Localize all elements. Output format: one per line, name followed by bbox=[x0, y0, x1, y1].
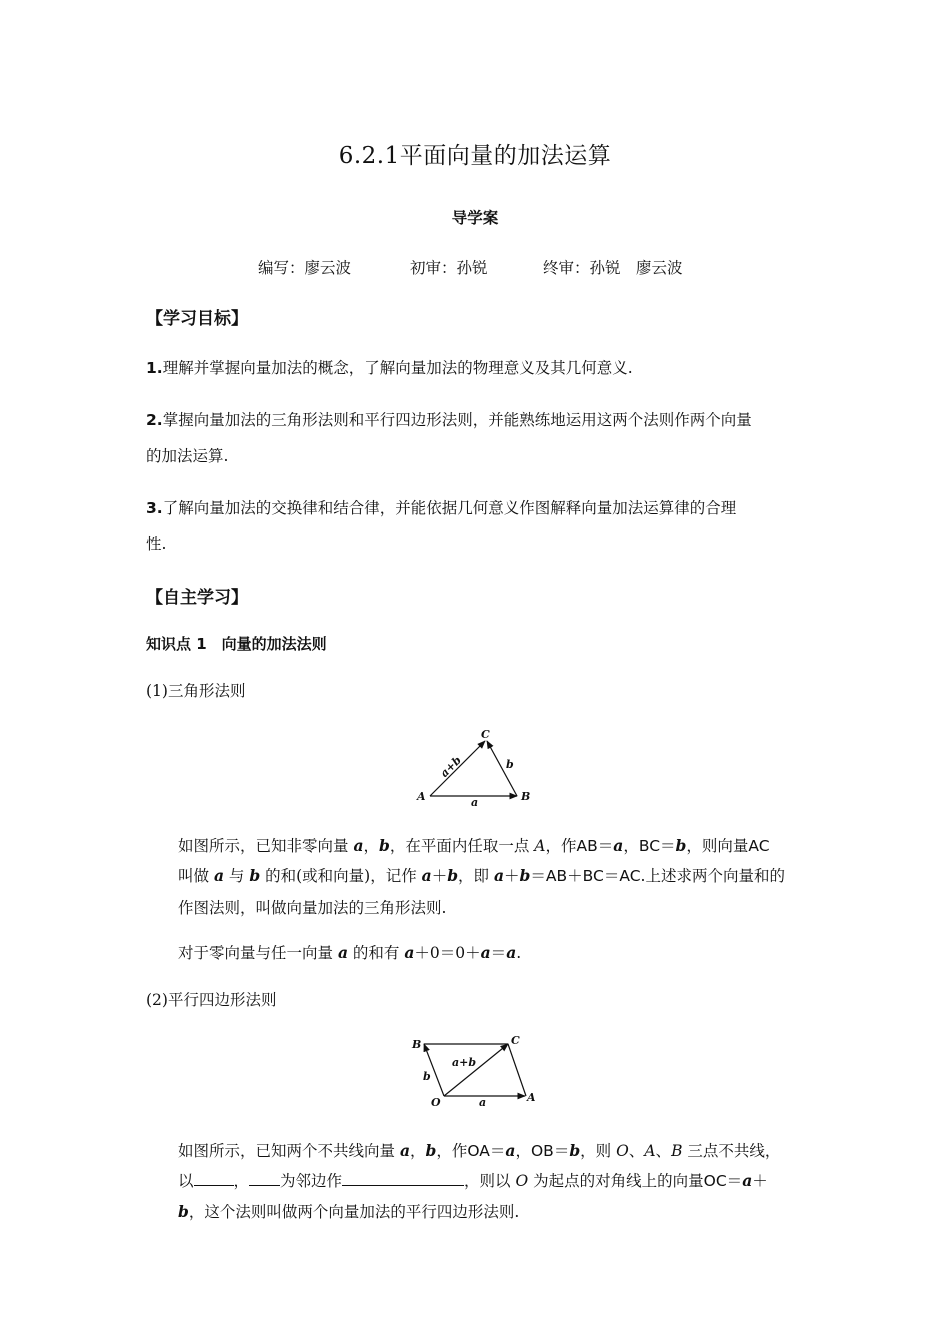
fill-blank-3[interactable] bbox=[342, 1171, 464, 1186]
fill-blank-2[interactable] bbox=[249, 1171, 280, 1186]
vector-oc-arrow bbox=[444, 1044, 508, 1096]
parallelogram-text-line3: b，这个法则叫做两个向量加法的平行四边形法则. bbox=[178, 1202, 520, 1221]
point-label-a: A bbox=[417, 790, 426, 803]
vector-label-a-plus-b: a+b bbox=[452, 1056, 477, 1069]
author-first-review: 初审：孙锐 bbox=[410, 259, 488, 277]
goal-3 bbox=[146, 496, 736, 518]
parallelogram-figure bbox=[405, 1030, 550, 1110]
section-goals: 【学习目标】 bbox=[146, 309, 248, 329]
goal-text: 掌握向量加法的三角形法则和平行四边形法则，并能熟练地运用这两个法则作两个向量 bbox=[162, 411, 752, 429]
page-subtitle: 导学案 bbox=[451, 209, 499, 227]
fill-blank-1[interactable] bbox=[194, 1171, 234, 1186]
section-self-study: 【自主学习】 bbox=[146, 588, 248, 608]
goal-3-cont: 性. bbox=[146, 535, 167, 553]
knowledge-point-1: 知识点 1 向量的加法法则 bbox=[146, 635, 327, 653]
goal-number: 2. bbox=[146, 411, 163, 429]
goal-2-cont: 的加法运算. bbox=[146, 447, 229, 465]
goal-text: 理解并掌握向量加法的概念，了解向量加法的物理意义及其几何意义. bbox=[162, 359, 633, 377]
vector-label-b: b bbox=[423, 1070, 431, 1083]
point-label-a: A bbox=[527, 1091, 536, 1104]
triangle-heading: (1)三角形法则 bbox=[146, 682, 246, 700]
vector-label-a: a bbox=[479, 1096, 487, 1109]
goal-1 bbox=[146, 356, 633, 378]
goal-number: 1. bbox=[146, 359, 163, 377]
parallelogram-text-line1: 如图所示，已知两个不共线向量 a，b，作OA＝a，OB＝b，则 O、A、B 三点不共线， bbox=[178, 1141, 781, 1160]
vector-label-a-plus-b: a+b bbox=[437, 753, 465, 780]
triangle-figure bbox=[405, 722, 545, 810]
parallelogram-heading: (2)平行四边形法则 bbox=[146, 991, 277, 1009]
point-label-c: C bbox=[511, 1034, 520, 1047]
parallelogram-text-line2: 以 ， 为邻边作 ，则以 O 为起点的对角线上的向量OC＝a＋ bbox=[178, 1171, 768, 1190]
author-final-review: 终审：孙锐 廖云波 bbox=[543, 259, 683, 277]
point-label-c: C bbox=[481, 728, 490, 741]
point-label-b: B bbox=[412, 1038, 422, 1051]
point-label-o: O bbox=[431, 1096, 441, 1109]
triangle-text-line3: 作图法则，叫做向量加法的三角形法则. bbox=[178, 899, 447, 917]
side-ca bbox=[508, 1044, 526, 1096]
goal-2 bbox=[146, 408, 752, 430]
authors-line bbox=[258, 256, 683, 278]
page-title: 6.2.1平面向量的加法运算 bbox=[338, 143, 612, 169]
author-writer: 编写：廖云波 bbox=[258, 259, 352, 277]
vector-label-a: a bbox=[471, 796, 479, 809]
triangle-text-line4: 对于零向量与任一向量 a 的和有 a＋0＝0＋a＝a. bbox=[178, 943, 522, 962]
vector-label-b: b bbox=[506, 758, 514, 771]
goal-text: 了解向量加法的交换律和结合律，并能依据几何意义作图解释向量加法运算律的合理 bbox=[162, 499, 737, 517]
triangle-text-line2: 叫做 a 与 b 的和(或和向量)，记作 a＋b，即 a＋b＝AB＋BC＝AC.上述求两个向量和的 bbox=[178, 866, 785, 885]
point-label-b: B bbox=[521, 790, 531, 803]
triangle-text-line1: 如图所示，已知非零向量 a，b，在平面内任取一点 A，作AB＝a，BC＝b，则向量AC bbox=[178, 836, 770, 855]
goal-number: 3. bbox=[146, 499, 163, 517]
